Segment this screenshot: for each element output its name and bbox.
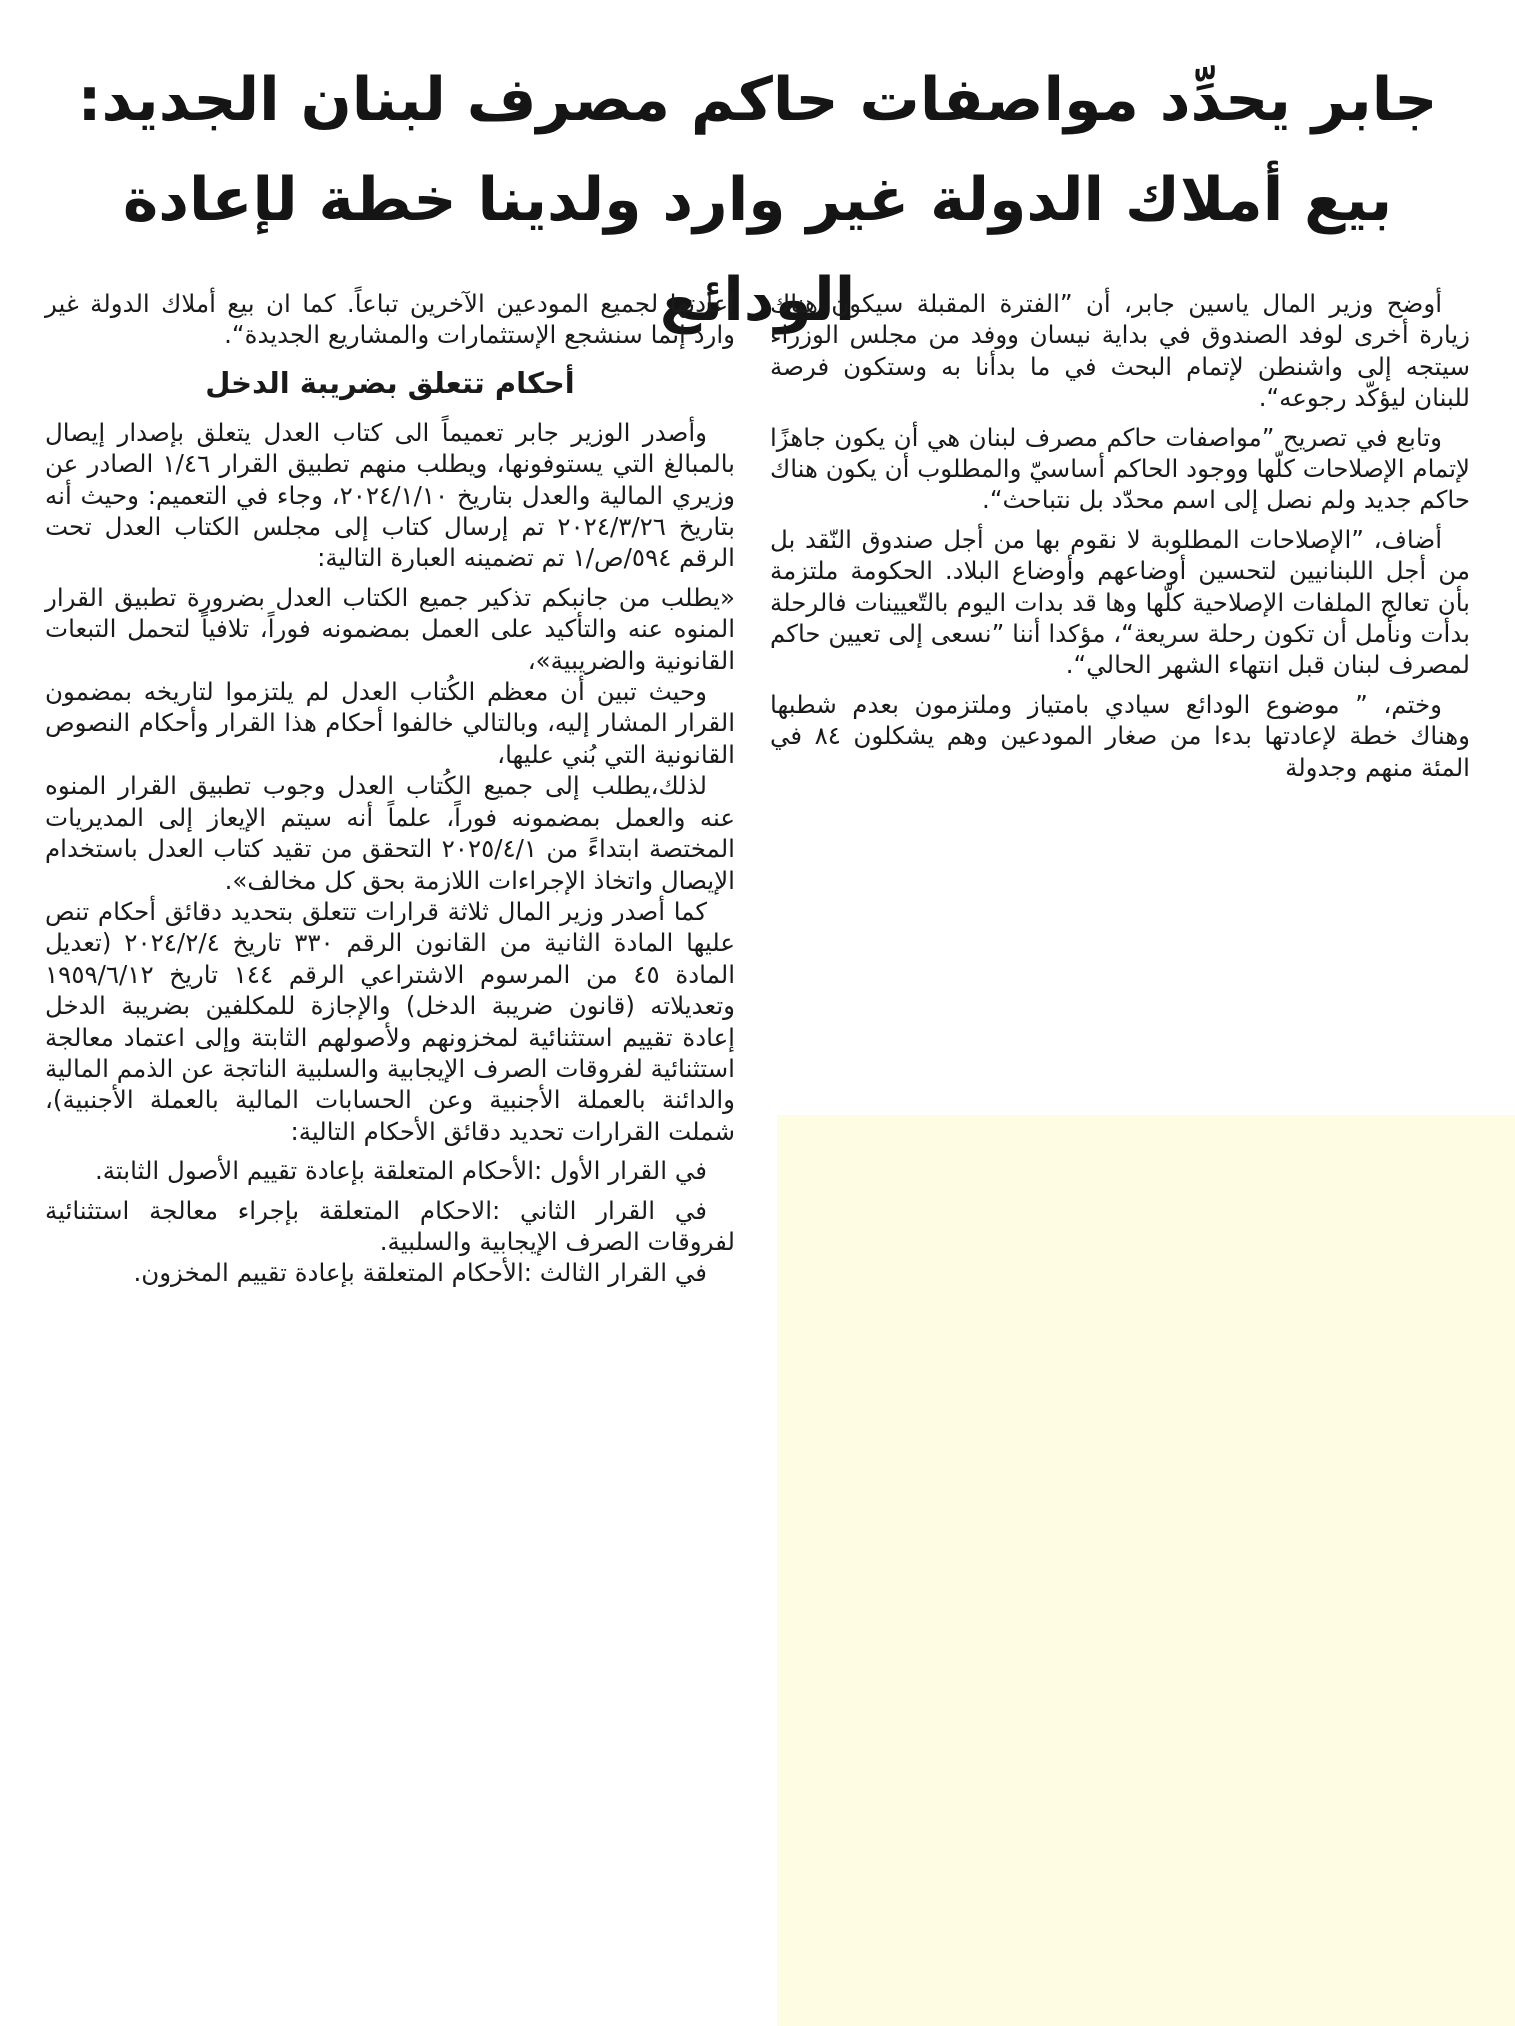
- paragraph: وحيث تبين أن معظم الكُتاب العدل لم يلتزموا لتاريخه بمضمون القرار المشار إليه، وبالتالي خالفوا أحكام هذا القرار وأحكام النصوص القانونية التي بُني عليها،: [45, 677, 735, 769]
- headline-line-2: بيع أملاك الدولة غير وارد ولدينا خطة لإعادة الودائع: [122, 165, 1393, 335]
- paragraph: أضاف، ”الإصلاحات المطلوبة لا نقوم بها من أجل صندوق النّقد بل من أجل اللبنانيين لتحسين أوضاعهم وأوضاع البلاد. الحكومة ملتزمة بأن تعالج الملفات الإصلاحية كلّها وها قد بدات اليوم بالتّعيينات فالرحلة بدأت ونأمل أن تكون رحلة سريعة“، مؤكدا أننا ”نسعى إلى تعيين حاكم لمصرف لبنان قبل انتهاء الشهر الحالي“.: [770, 524, 1470, 680]
- headline-line-1: جابر يحدِّد مواصفات حاكم مصرف لبنان الجديد:: [77, 65, 1438, 135]
- paragraph: في القرار الأول :الأحكام المتعلقة بإعادة تقييم الأصول الثابتة.: [94, 1156, 707, 1186]
- paragraph: إعادتها لجميع المودعين الآخرين تباعاً. كما ان بيع أملاك الدولة غير وارد إنما سنشجع الإستثمارات والمشاريع الجديدة“.: [45, 289, 735, 350]
- section-subheading: أحكام تتعلق بضريبة الدخل: [205, 365, 575, 400]
- paragraph: وأصدر الوزير جابر تعميماً الى كتاب العدل يتعلق بإصدار إيصال بالمبالغ التي يستوفونها، ويطلب منهم تطبيق القرار ١/٤٦ الصادر عن وزيري المالية والعدل بتاريخ ٢٠٢٤/١/١٠، وجاء في التعميم: وحيث أنه بتاريخ ٢٠٢٤/٣/٢٦ تم إرسال كتاب إلى مجلس الكتاب العدل تحت الرقم ٥٩٤/ص/١ تم تضمينه العبارة التالية:: [45, 417, 735, 573]
- paragraph: كما أصدر وزير المال ثلاثة قرارات تتعلق بتحديد دقائق أحكام تنص عليها المادة الثانية من القانون الرقم ٣٣٠ تاريخ ٢٠٢٤/٢/٤ (تعديل المادة ٤٥ من المرسوم الاشتراعي الرقم ١٤٤ تاريخ ١٩٥٩/٦/١٢ وتعديلاته (قانون ضريبة الدخل) والإجازة للمكلفين بضريبة الدخل إعادة تقييم استثنائية لمخزونهم ولأصولهم الثابتة وإلى اعتماد معالجة استثنائية لفروقات الصرف الإيجابية والسلبية الناتجة عن الذمم المالية والدائنة بالعملة الأجنبية وعن الحسابات المالية بالعملة الأجنبية)، شملت القرارات تحديد دقائق الأحكام التالية:: [45, 896, 735, 1146]
- paragraph: لذلك،يطلب إلى جميع الكُتاب العدل وجوب تطبيق القرار المنوه عنه والعمل بمضمونه فوراً، علماً أنه سيتم الإيعاز إلى المديريات المختصة ابتداءً من ٢٠٢٥/٤/١ التحقق من تقيد كتاب العدل باستخدام الإيصال واتخاذ الإجراءات اللازمة بحق كل مخالف».: [45, 771, 735, 895]
- paragraph: في القرار الثاني :الاحكام المتعلقة بإجراء معالجة استثنائية لفروقات الصرف الإيجابية والسلبية.: [45, 1195, 735, 1256]
- shaded-box: [777, 1115, 1515, 2026]
- paragraph: أوضح وزير المال ياسين جابر، أن ”الفترة المقبلة سيكون هناك زيارة أخرى لوفد الصندوق في بداية نيسان ووفد من مجلس الوزراء سيتجه إلى واشنطن لإتمام البحث في ما بدأنا به وستكون فرصة للبنان ليؤكّد رجوعه“.: [770, 289, 1470, 413]
- paragraph: «يطلب من جانبكم تذكير جميع الكتاب العدل بضرورة تطبيق القرار المنوه عنه والتأكيد على العمل بمضمونه فوراً، تلافياً لتحمل التبعات القانونية والضريبية»،: [45, 582, 735, 675]
- paragraph: وتابع في تصريح ”مواصفات حاكم مصرف لبنان هي أن يكون جاهزًا لإتمام الإصلاحات كلّها ووجود الحاكم أساسيّ والمطلوب أن يكون هناك حاكم جديد ولم نصل إلى اسم محدّد بل نتباحث“.: [770, 422, 1470, 515]
- article-column-right: [770, 288, 1470, 783]
- article-column-left: [45, 288, 735, 1289]
- paragraph: في القرار الثالث :الأحكام المتعلقة بإعادة تقييم المخزون.: [133, 1258, 707, 1288]
- paragraph: وختم، ” موضوع الودائع سيادي بامتياز وملتزمون بعدم شطبها وهناك خطة لإعادتها بدءا من صغار المودعين وهم يشكلون ٨٤ في المئة منهم وجدولة: [770, 689, 1470, 782]
